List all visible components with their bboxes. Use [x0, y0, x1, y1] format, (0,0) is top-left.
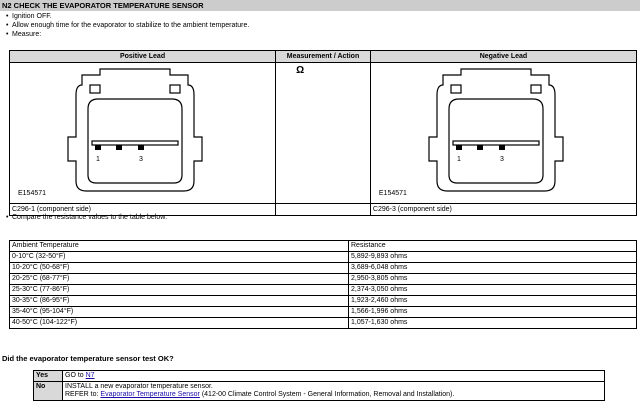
measurement-cell	[276, 63, 371, 204]
refer-prefix: REFER to:	[65, 391, 101, 398]
step-item: • Measure:	[6, 30, 249, 39]
figure-id: E154571	[378, 190, 407, 197]
resistance-cell: 1,923-2,460 ohms	[349, 296, 637, 307]
col-header-temperature: Ambient Temperature	[10, 241, 349, 252]
pin-label: 3	[499, 156, 504, 163]
compare-instruction	[0, 214, 167, 221]
temperature-cell: 40-50°C (104-122°F)	[10, 318, 349, 329]
refer-suffix: (412-00 Climate Control System - General Information, Removal and Installation).	[199, 391, 455, 398]
yes-action	[63, 371, 605, 382]
temperature-cell: 35-40°C (95-104°F)	[10, 307, 349, 318]
no-key: No	[34, 382, 63, 401]
temperature-cell: 30-35°C (86-95°F)	[10, 296, 349, 307]
table-row	[10, 285, 637, 296]
resistance-cell: 1,057-1,630 ohms	[349, 318, 637, 329]
no-action	[63, 382, 605, 401]
figure-id: E154571	[18, 190, 47, 197]
ohm-icon: Ω	[296, 65, 305, 76]
table-row	[10, 252, 637, 263]
resistance-cell: 1,566-1,996 ohms	[349, 307, 637, 318]
resistance-cell: 2,374-3,050 ohms	[349, 285, 637, 296]
no-instruction: INSTALL a new evaporator temperature sensor.	[65, 383, 213, 390]
table-row	[10, 307, 637, 318]
table-row	[10, 274, 637, 285]
procedure-steps	[0, 12, 249, 39]
yes-text: GO to	[65, 372, 86, 379]
goto-n7-link[interactable]: N7	[85, 372, 95, 379]
positive-caption: C296-1 (component side)	[10, 204, 276, 216]
resistance-cell: 5,892-9,893 ohms	[349, 252, 637, 263]
decision-table	[33, 370, 605, 401]
resistance-cell: 3,689-6,048 ohms	[349, 263, 637, 274]
temperature-cell: 0-10°C (32-50°F)	[10, 252, 349, 263]
measurement-header: Measurement / Action	[276, 51, 371, 63]
table-row	[10, 263, 637, 274]
compare-text: • Compare the resistance values to the table below:	[6, 214, 167, 221]
positive-lead-header: Positive Lead	[10, 51, 276, 63]
pin-label: 3	[139, 156, 143, 163]
table-row	[10, 296, 637, 307]
connector-diagram	[10, 63, 276, 203]
temperature-cell: 25-30°C (77-86°F)	[10, 285, 349, 296]
resistance-cell: 2,950-3,805 ohms	[349, 274, 637, 285]
temperature-cell: 20-25°C (68-77°F)	[10, 274, 349, 285]
negative-connector-cell	[370, 63, 636, 204]
section-title: N2 CHECK THE EVAPORATOR TEMPERATURE SENSOR	[2, 1, 204, 10]
resistance-table	[9, 240, 637, 329]
pin-label: 1	[456, 156, 461, 163]
negative-caption: C296-3 (component side)	[370, 204, 636, 216]
measurement-caption	[276, 204, 371, 216]
step-item: • Allow enough time for the evaporator to stabilize to the ambient temperature.	[6, 21, 249, 30]
evaporator-sensor-link[interactable]: Evaporator Temperature Sensor	[100, 391, 200, 398]
yes-row	[34, 371, 605, 382]
temperature-cell: 10-20°C (50-68°F)	[10, 263, 349, 274]
yes-key: Yes	[34, 371, 63, 382]
section-header	[0, 0, 640, 11]
positive-connector-cell	[10, 63, 276, 204]
connector-diagram	[371, 63, 637, 203]
pin-label: 1	[96, 156, 100, 163]
step-item: • Ignition OFF.	[6, 12, 249, 21]
test-question: Did the evaporator temperature sensor test OK?	[2, 354, 174, 363]
connector-measurement-table	[9, 50, 637, 216]
col-header-resistance: Resistance	[349, 241, 637, 252]
negative-lead-header: Negative Lead	[370, 51, 636, 63]
no-reference	[65, 391, 602, 399]
table-row	[10, 318, 637, 329]
no-row	[34, 382, 605, 401]
